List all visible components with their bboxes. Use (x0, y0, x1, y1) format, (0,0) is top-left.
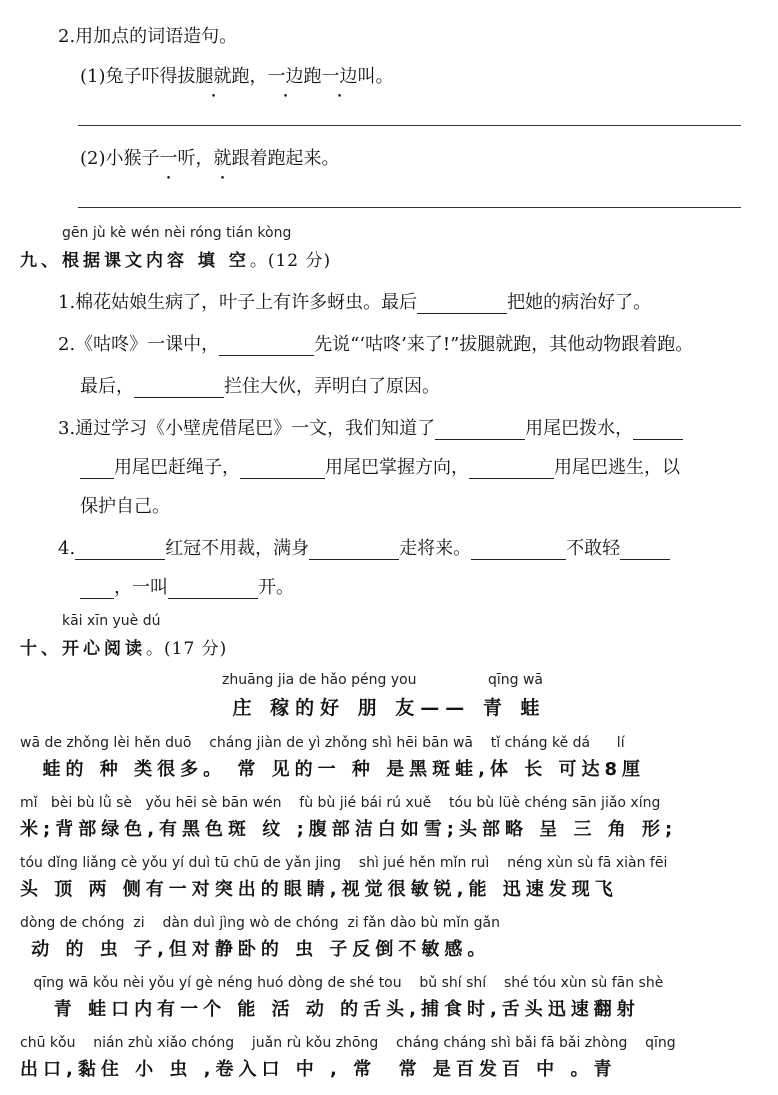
section9-pinyin: gēn jù kè wén nèi róng tián kòng (62, 225, 292, 241)
passage-title: 庄 稼的好 朋 友—— 青 蛙 (232, 697, 546, 719)
fill-q3 (58, 414, 683, 440)
q3-text-b: 用尾巴拨水， (525, 418, 634, 439)
blank[interactable] (134, 377, 224, 398)
passage-text-line: 出口,黏住 小 虫 ,卷入口 中 , 常 常 是百发百 中 。青 (20, 1059, 617, 1080)
sentence-1-mid: ， (249, 66, 268, 87)
blank[interactable] (80, 578, 114, 599)
q3-text-e: 用尾巴逃生，以 (554, 457, 680, 478)
sentence-1-mid2: 跑 (303, 66, 322, 87)
fill-q4 (58, 534, 670, 560)
q4-text-a: 4. (58, 538, 76, 559)
blank[interactable] (75, 539, 165, 560)
sentence-1-pre: (1)兔子吓得 (80, 66, 178, 87)
q2-text-a: 2.《咕咚》一课中， (58, 334, 220, 355)
fill-q2 (58, 330, 693, 356)
blank[interactable] (168, 578, 258, 599)
q1-text-b: 把她的病治好了。 (507, 292, 652, 313)
passage-pinyin-line: qīng wā kǒu nèi yǒu yí gè néng huó dòng de shé tou bǔ shí shí shé tóu xùn sù fān shè (20, 975, 664, 991)
passage-text-line: 青 蛙口内有一个 能 活 动 的舌头,捕食时,舌头迅速翻射 (20, 999, 640, 1020)
q2-text-d: 拦住大伙，弄明白了原因。 (224, 376, 440, 397)
fill-q1 (58, 288, 651, 314)
passage-text-line: 头 顶 两 侧有一对突出的眼睛,视觉很敏锐,能 迅速发现飞 (20, 879, 618, 900)
answer-line-2[interactable] (78, 207, 741, 208)
dotted-word-5: 就 (213, 148, 232, 169)
section9-heading (20, 246, 331, 271)
answer-line-1[interactable] (78, 125, 741, 126)
fill-q2-cont (80, 372, 440, 398)
passage-pinyin-line: dòng de chóng zi dàn duì jìng wò de chóng zi fǎn dào bù mǐn gǎn (20, 915, 500, 931)
sentence-1-post: 叫。 (357, 66, 394, 87)
sentence-2 (80, 144, 340, 170)
q4-text-e: ，一叫 (114, 577, 168, 598)
q2-text-b: 先说“‘咕咚’来了!”拔腿就跑，其他动物跟着跑。 (314, 334, 694, 355)
dotted-word-3: 一边 (321, 66, 358, 87)
blank[interactable] (620, 539, 670, 560)
section10-title: 十、开心阅读 (20, 639, 146, 659)
passage-text-line: 动 的 虫 子,但对静卧的 虫 子反倒不敏感。 (20, 939, 491, 960)
blank[interactable] (219, 335, 314, 356)
blank[interactable] (435, 419, 525, 440)
sentence-2-pre: (2)小猴子 (80, 148, 160, 169)
q4-text-f: 开。 (258, 577, 294, 598)
sentence-1 (80, 62, 394, 88)
passage-text-line: 蛙的 种 类很多。 常 见的一 种 是黑斑蛙,体 长 可达8厘 (20, 759, 646, 780)
fill-q3-end: 保护自己。 (80, 496, 170, 517)
blank[interactable] (417, 293, 507, 314)
dotted-word-4: 一 (159, 148, 178, 169)
section10-heading (20, 634, 227, 659)
section10-pinyin: kāi xīn yuè dú (62, 613, 161, 629)
q2-text-c: 最后， (80, 376, 134, 397)
q3-text-a: 3.通过学习《小壁虎借尾巴》一文，我们知道了 (58, 418, 436, 439)
blank[interactable] (633, 419, 683, 440)
section9-score: 。(12 分) (249, 251, 332, 271)
sentence-2-post: 跟着跑起来。 (231, 148, 340, 169)
passage-title-pinyin-b: qīng wā (488, 672, 544, 688)
dotted-word-2: 一边 (267, 66, 304, 87)
blank[interactable] (471, 539, 566, 560)
passage-title-pinyin-a: zhuāng jia de hǎo péng you (222, 672, 417, 688)
question-2-title: 2.用加点的词语造句。 (58, 26, 238, 47)
q1-text-a: 1.棉花姑娘生病了，叶子上有许多蚜虫。最后 (58, 292, 418, 313)
q4-text-b: 红冠不用裁，满身 (165, 538, 310, 559)
blank[interactable] (240, 458, 325, 479)
passage-pinyin-line: tóu dǐng liǎng cè yǒu yí duì tū chū de yǎn jing shì jué hěn mǐn ruì néng xùn sù fā xiàn fēi (20, 855, 668, 871)
q4-text-d: 不敢轻 (566, 538, 621, 559)
q4-text-c: 走将来。 (399, 538, 472, 559)
fill-q4-cont (80, 573, 294, 599)
passage-text-line: 米;背部绿色,有黑色斑 纹 ;腹部洁白如雪;头部略 呈 三 角 形; (20, 819, 678, 840)
passage-pinyin-line: mǐ bèi bù lǜ sè yǒu hēi sè bān wén fù bù jié bái rú xuě tóu bù lüè chéng sān jiǎo xíng (20, 795, 661, 811)
sentence-2-mid: 听， (177, 148, 214, 169)
dotted-word-1: 拔腿就跑 (177, 66, 250, 87)
section10-score: 。(17 分) (146, 639, 228, 659)
q3-text-d: 用尾巴掌握方向， (325, 457, 469, 478)
blank[interactable] (469, 458, 554, 479)
blank[interactable] (309, 539, 399, 560)
q3-text-c: 用尾巴赶绳子， (114, 457, 240, 478)
fill-q3-cont (80, 453, 680, 479)
blank[interactable] (80, 458, 114, 479)
passage-pinyin-line: wā de zhǒng lèi hěn duō cháng jiàn de yì zhǒng shì hēi bān wā tǐ cháng kě dá lí (20, 735, 625, 751)
section9-title: 九、根据课文内容 填 空 (20, 251, 250, 271)
passage-pinyin-line: chū kǒu nián zhù xiǎo chóng juǎn rù kǒu zhōng cháng cháng shì bǎi fā bǎi zhòng qīng (20, 1035, 676, 1051)
